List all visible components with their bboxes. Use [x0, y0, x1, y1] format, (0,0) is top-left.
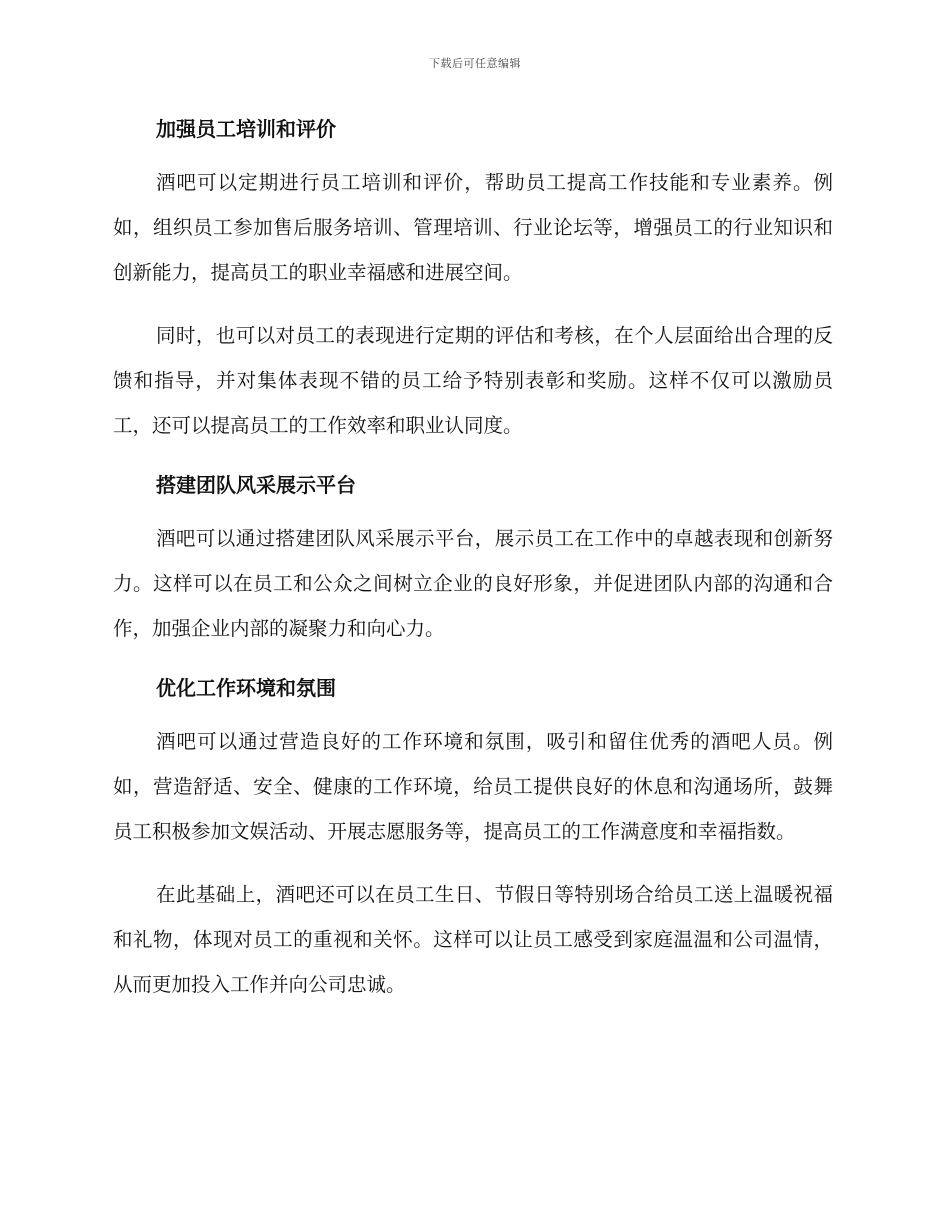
paragraph: 在此基础上，酒吧还可以在员工生日、节假日等特别场合给员工送上温暖祝福和礼物，体现对员工的重视和关怀。这样可以让员工感受到家庭温温和公司温情，从而更加投入工作并向公司忠诚。: [113, 883, 833, 996]
section-heading-work-environment: 优化工作环境和氛围: [156, 676, 336, 700]
paragraph: 同时，也可以对员工的表现进行定期的评估和考核，在个人层面给出合理的反馈和指导，并对集体表现不错的员工给予特别表彰和奖励。这样不仅可以激励员工，还可以提高员工的工作效率和职业认同度。: [113, 324, 833, 437]
section-heading-team-showcase: 搭建团队风采展示平台: [156, 473, 356, 497]
paragraph: 酒吧可以通过搭建团队风采展示平台，展示员工在工作中的卓越表现和创新努力。这样可以在员工和公众之间树立企业的良好形象，并促进团队内部的沟通和合作，加强企业内部的凝聚力和向心力。: [113, 527, 833, 640]
paragraph: 酒吧可以通过营造良好的工作环境和氛围，吸引和留住优秀的酒吧人员。例如，营造舒适、安全、健康的工作环境，给员工提供良好的休息和沟通场所，鼓舞员工积极参加文娱活动、开展志愿服务等，提高员工的工作满意度和幸福指数。: [113, 730, 833, 843]
document-body: [113, 110, 833, 1007]
paragraph: 酒吧可以定期进行员工培训和评价，帮助员工提高工作技能和专业素养。例如，组织员工参加售后服务培训、管理培训、行业论坛等，增强员工的行业知识和创新能力，提高员工的职业幸福感和进展空间。: [113, 171, 833, 284]
page-header-note: 下载后可任意编辑: [429, 57, 521, 70]
section-heading-training: 加强员工培训和评价: [156, 117, 336, 141]
